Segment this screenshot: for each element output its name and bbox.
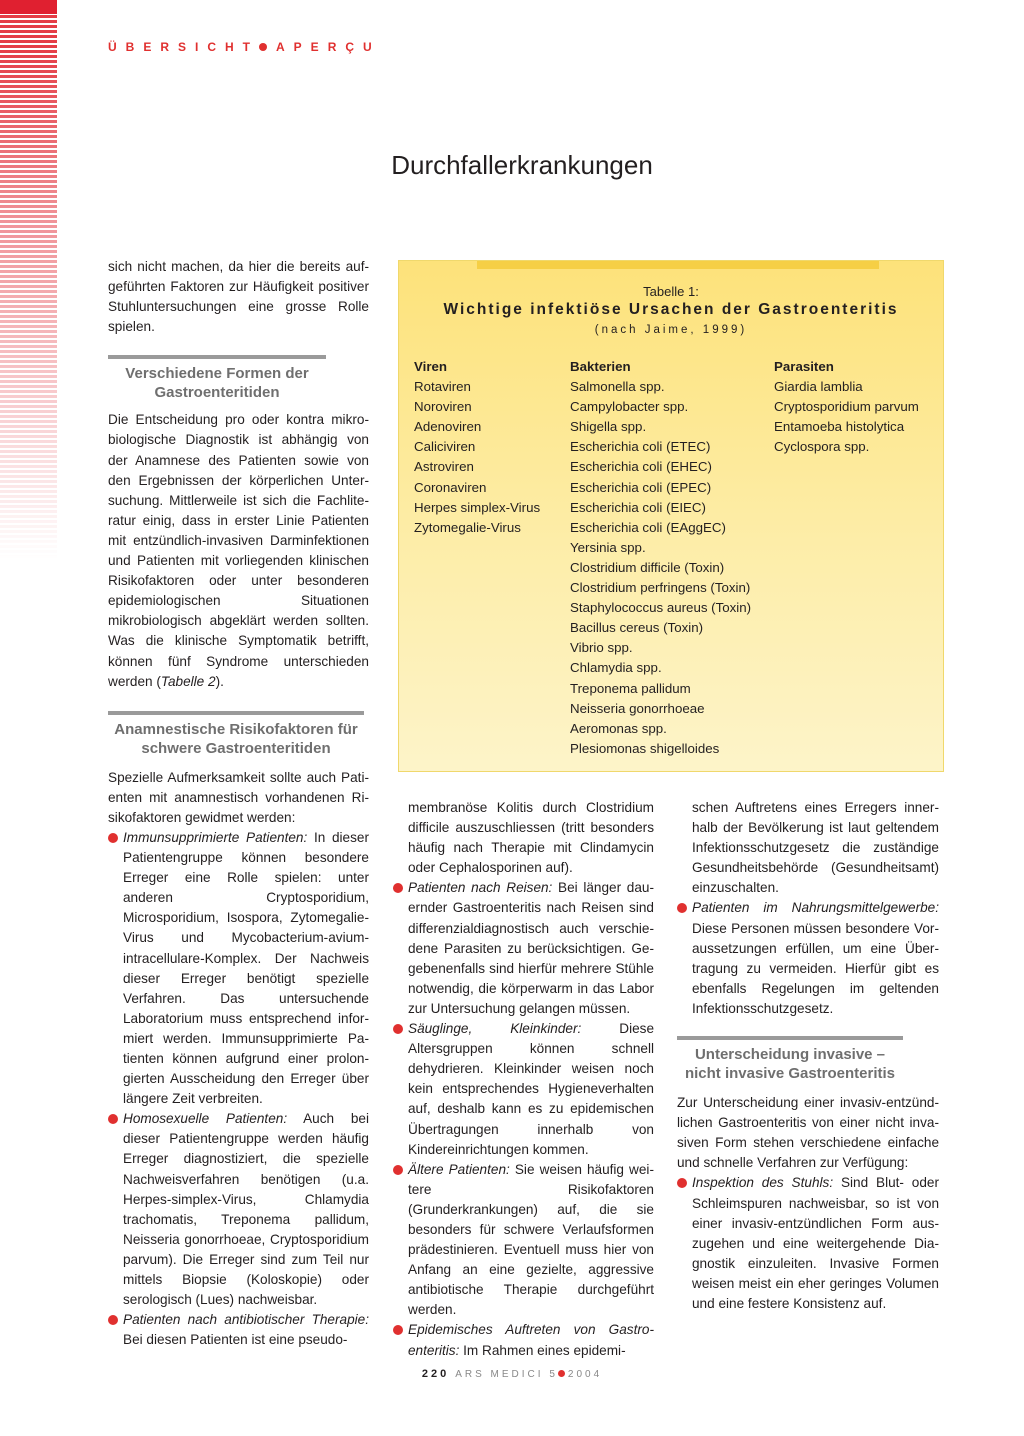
table-cell: Vibrio spp. xyxy=(570,640,633,656)
decorative-red-stripe-top xyxy=(0,0,57,14)
paragraph: membranöse Kolitis durch Clostridium difficile auszuschliessen (tritt besonders häufig nach Therapie mit Clindamycin oder Cephalosporinen auf). xyxy=(408,800,654,876)
list-item-text: Im Rahmen eines epidemi- xyxy=(459,1342,626,1358)
table-column-bakterien xyxy=(570,357,751,759)
list-item xyxy=(393,1019,654,1160)
journal-year: 2004 xyxy=(567,1369,603,1380)
paragraph: Zur Unterscheidung einer invasiv-entzündlichen Gastroenteritis von einer nicht invasiven Form stehen verschiedene einfache und schnelle Verfahren zur Verfügung: xyxy=(677,1095,939,1171)
paragraph xyxy=(108,410,369,691)
section-heading: Anamnestische Risikofaktoren für schwere Gastroenteritiden xyxy=(108,711,364,758)
table-caption: Tabelle 1: xyxy=(643,284,699,299)
table-cell: Noroviren xyxy=(414,399,472,415)
table-cell: Clostridium difficile (Toxin) xyxy=(570,559,725,575)
bullet-dot-icon xyxy=(677,1178,687,1188)
decorative-red-stripe xyxy=(0,0,57,560)
list-item xyxy=(393,878,654,1019)
list-item-text: Diese Personen müssen besondere Voraussetzungen erfüllen, um eine Übertragung zu vermeiden. Hierfür gibt es ebenfalls Regelungen im geltenden Infektionsschutzgesetz. xyxy=(692,920,939,1016)
section-label-left: ÜBERSICHT xyxy=(108,40,260,54)
table-1 xyxy=(398,260,944,772)
table-cell: Staphylococcus aureus (Toxin) xyxy=(570,600,752,616)
section-heading: Unterscheidung invasive – nicht invasive Gastroenteritis xyxy=(677,1036,903,1083)
list-item-text: Diese Altersgruppen können schnell dehydrieren. Kleinkinder weisen noch kein entsprechendes Hygieneverhalten auf, deshalb kann es zu epidemischen Übertragungen innerhalb von Kindereinrichtungen kommen. xyxy=(408,1021,654,1157)
paragraph-text: ). xyxy=(215,673,224,689)
page-title: Durchfallerkrankungen xyxy=(391,150,653,180)
table-column-header: Bakterien xyxy=(570,359,631,374)
table-cell: Cyclospora spp. xyxy=(774,439,870,455)
list-item-text: In dieser Patientengruppe können besondere Erreger eine Rolle spielen: unter anderen Cryptosporidium, Microsporidium, Isospora, Zytomegalie-Virus und Mycobacterium-avium-intracellulare-Komplex. Der Nachweis dieser Erreger benötigt spezielle Verfahren. Das untersuchende Laboratorium muss entsprechend informiert werden. Immunsupprimierte Patienten können aufgrund einer prolongierten Ausscheidung den Erreger über längere Zeit verbreiten. xyxy=(123,829,369,1107)
table-cell: Adenoviren xyxy=(414,419,482,435)
table-cell: Escherichia coli (EHEC) xyxy=(570,459,712,475)
list-item-label: Immunsupprimierte Patienten: xyxy=(123,829,308,845)
table-cell: Herpes simplex-Virus xyxy=(414,499,541,515)
list-item-text: Sie weisen häufig weitere Risikofaktoren (Grunderkrankungen) auf, die sie besonders für schwere Verlaufsformen prädestinieren. Eventuell muss hier von Anfang an eine gezielte, aggressive antibiotische Therapie durchgeführt werden. xyxy=(408,1161,654,1318)
bullet-dot-icon xyxy=(108,833,118,843)
journal-name: ARS MEDICI 5 xyxy=(455,1369,558,1380)
list-item xyxy=(677,898,939,1019)
table-cell: Entamoeba histolytica xyxy=(774,419,905,435)
table-cell: Caliciviren xyxy=(414,439,476,455)
table-cell: Salmonella spp. xyxy=(570,379,665,395)
list-item-label: Inspektion des Stuhls: xyxy=(692,1175,834,1191)
section-heading: Verschiedene Formen der Gastroenteritiden xyxy=(108,355,326,402)
list-item-label: Homosexuelle Patienten: xyxy=(123,1111,288,1127)
list-item-text: Sind Blut- oder Schleimspuren nachweisbar, so ist von einer invasiv-entzündlichen Form auszugehen und eine weitergehende Diagnostik einzuleiten. Invasive Formen weisen meist ein eher geringes Volumen und eine festere Konsistenz auf. xyxy=(692,1175,939,1311)
bullet-dot-icon xyxy=(558,1370,565,1377)
table-cell: Aeromonas spp. xyxy=(570,720,667,736)
table-source: (nach Jaime, 1999) xyxy=(594,324,748,336)
list-item xyxy=(108,1109,369,1310)
table-column-viren xyxy=(414,357,540,538)
table-cell: Plesiomonas shigelloides xyxy=(570,740,720,756)
table-cell: Yersinia spp. xyxy=(570,539,646,555)
table-cell: Giardia lamblia xyxy=(774,379,863,395)
list-item-label: Patienten nach Reisen: xyxy=(408,880,553,896)
bullet-dot-icon xyxy=(108,1315,118,1325)
list-item-label: Patienten im Nahrungsmittelgewerbe: xyxy=(692,900,939,916)
table-header-strip xyxy=(477,261,879,269)
table-cell: Escherichia coli (ETEC) xyxy=(570,439,711,455)
table-cell: Escherichia coli (EPEC) xyxy=(570,479,712,495)
list-item xyxy=(108,1310,369,1350)
table-cell: Campylobacter spp. xyxy=(570,399,689,415)
table-cell: Escherichia coli (EIEC) xyxy=(570,499,706,515)
table-cell: Coronaviren xyxy=(414,479,487,495)
table-column-header: Viren xyxy=(414,359,448,374)
page-number: 220 xyxy=(421,1368,450,1380)
column-3 xyxy=(677,798,939,1314)
bullet-dot-icon xyxy=(259,43,267,51)
list-item-text: Bei länger dauernder Gastroenteritis nach Reisen sind differenzialdiagnostisch auch verschiedene Parasiten zu berücksichtigen. Gegebenenfalls sind hierfür mehrere Stühle notwendig, die körperwarm in das Labor zur Untersuchung gelangen müssen. xyxy=(408,880,654,1016)
list-item xyxy=(677,1173,939,1314)
list-item-text: Auch bei dieser Patientengruppe werden häufig Erreger diagnostiziert, die spezielle Nachweisverfahren benötigen (u.a. Herpes-simplex-Virus, Chlamydia trachomatis, Treponema pallidum, Neisseria gonorrhoeae, Cryptosporidium parvum). Die Erreger sind zum Teil nur mittels Biopsie (Koloskopie) oder serologisch (Lues) nachweisbar. xyxy=(123,1111,369,1308)
bullet-dot-icon xyxy=(393,1024,403,1034)
table-cell: Neisseria gonorrhoeae xyxy=(570,700,705,716)
bullet-dot-icon xyxy=(393,1325,403,1335)
table-reference: Tabelle 2 xyxy=(160,673,216,689)
table-column-parasiten xyxy=(774,357,919,457)
list-item xyxy=(393,1160,654,1321)
column-1 xyxy=(108,257,369,1350)
section-label xyxy=(108,40,381,54)
table-cell: Chlamydia spp. xyxy=(570,660,662,676)
table-column-header: Parasiten xyxy=(774,359,834,374)
paragraph: schen Auftretens eines Erregers innerhalb der Bevölkerung ist laut geltendem Infektionsschutzgesetz die zuständige Gesundheitsbehörde (Gesundheitsamt) einzuschalten. xyxy=(692,800,939,896)
bullet-dot-icon xyxy=(677,903,687,913)
list-item-text: Bei diesen Patienten ist eine pseudo- xyxy=(123,1332,348,1348)
bullet-dot-icon xyxy=(393,1165,403,1175)
table-cell: Cryptosporidium parvum xyxy=(774,399,919,415)
section-label-right: APERÇU xyxy=(276,40,381,54)
table-cell: Treponema pallidum xyxy=(570,680,691,696)
list-item xyxy=(393,1320,654,1360)
list-item-label: Patienten nach antibiotischer Therapie: xyxy=(123,1312,369,1328)
bullet-dot-icon xyxy=(393,883,403,893)
table-cell: Rotaviren xyxy=(414,379,471,395)
list-item-label: Ältere Patienten: xyxy=(408,1161,510,1177)
table-cell: Astroviren xyxy=(414,459,474,475)
list-item xyxy=(108,828,369,1109)
page-footer xyxy=(0,1368,1024,1380)
list-item-label: Säuglinge, Kleinkinder: xyxy=(408,1021,582,1037)
list-item-label: Epidemisches Auftreten von Gastroenteritis: xyxy=(408,1322,654,1358)
table-cell: Zytomegalie-Virus xyxy=(414,519,521,535)
table-cell: Clostridium perfringens (Toxin) xyxy=(570,580,751,596)
table-cell: Shigella spp. xyxy=(570,419,647,435)
column-2 xyxy=(393,798,654,1361)
table-title: Wichtige infektiöse Ursachen der Gastroenteritis xyxy=(443,301,899,318)
paragraph-text: Die Entscheidung pro oder kontra mikrobiologische Diagnostik ist abhängig von der Anamnese des Patienten sowie von den Ergebnissen der körperlichen Untersuchung. Mittlerweile ist sich die Fachliteratur einig, dass in erster Linie Patienten mit entzündlich-invasiven Darminfektionen und Patienten mit vorliegenden klinischen Risikofaktoren oder unter besonderen epidemiologischen Situationen mikrobiologisch abgeklärt werden sollten. Was die klinische Symptomatik betrifft, können fünf Syndrome unterschieden werden ( xyxy=(108,412,369,689)
table-cell: Bacillus cereus (Toxin) xyxy=(570,620,704,636)
table-cell: Escherichia coli (EAggEC) xyxy=(570,519,726,535)
paragraph: sich nicht machen, da hier die bereits aufgeführten Faktoren zur Häufigkeit positiver Stuhluntersuchungen eine grosse Rolle spielen. xyxy=(108,259,369,335)
bullet-dot-icon xyxy=(108,1114,118,1124)
paragraph: Spezielle Aufmerksamkeit sollte auch Patienten mit anamnestisch vorhandenen Risikofaktoren gewidmet werden: xyxy=(108,769,369,825)
